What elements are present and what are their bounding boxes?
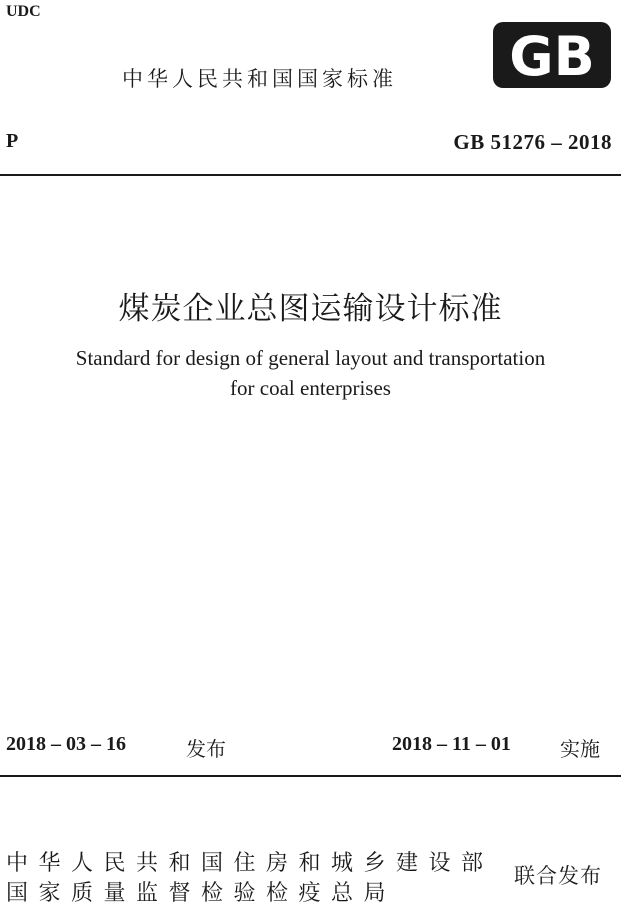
gb-logo [493,22,611,88]
joint-issue-label: 联合发布 [514,864,602,888]
issue-label: 发布 [186,737,226,761]
issue-date: 2018 – 03 – 16 [6,733,126,755]
implementation-date: 2018 – 11 – 01 [392,733,511,755]
top-divider [0,174,621,176]
issuer-aqsiq: 国家质量监督检验检疫总局 [6,881,397,906]
bottom-divider [0,775,621,777]
title-english [10,343,611,403]
udc-label: UDC [6,3,41,20]
issuer-ministry: 中华人民共和国住房和城乡建设部 [6,851,494,876]
gb-logo-text: GB [509,25,595,88]
implementation-label: 实施 [560,737,600,761]
national-standard-heading: 中华人民共和国国家标准 [122,67,397,91]
title-english-line1: Standard for design of general layout and transportation [75,346,546,370]
title-chinese: 煤炭企业总图运输设计标准 [118,291,503,326]
category-code: P [6,130,19,152]
standard-number: GB 51276 – 2018 [453,130,612,154]
title-english-line2: for coal enterprises [230,376,391,400]
